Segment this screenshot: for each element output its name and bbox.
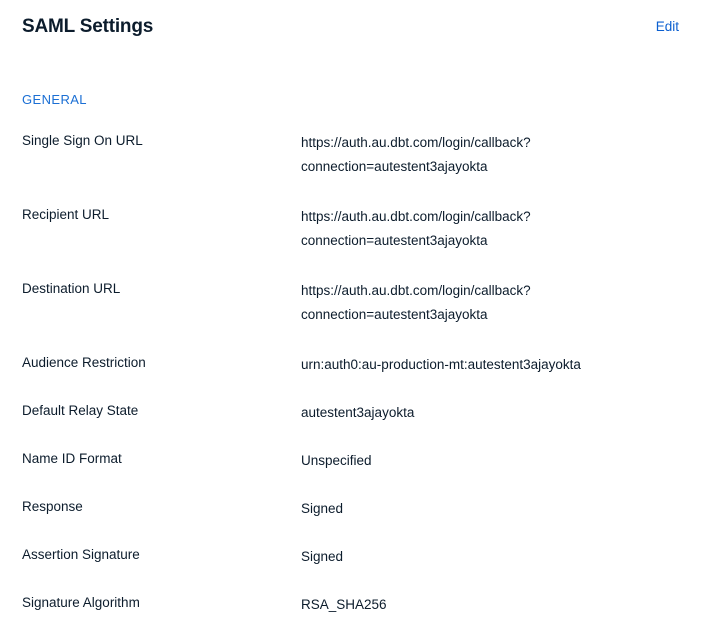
settings-list	[22, 131, 689, 617]
setting-label: Assertion Signature	[22, 547, 140, 562]
setting-label: Default Relay State	[22, 403, 139, 418]
setting-row	[22, 449, 689, 473]
setting-value-line: autestent3ajayokta	[301, 405, 415, 420]
setting-row	[22, 205, 689, 253]
setting-value	[301, 545, 343, 569]
setting-row	[22, 401, 689, 425]
setting-value-line: https://auth.au.dbt.com/login/callback?	[301, 135, 531, 150]
setting-value	[301, 131, 531, 179]
setting-row	[22, 497, 689, 521]
setting-row	[22, 593, 689, 617]
setting-value-line: connection=autestent3ajayokta	[301, 159, 488, 174]
setting-label: Single Sign On URL	[22, 133, 143, 148]
setting-value-line: connection=autestent3ajayokta	[301, 233, 488, 248]
setting-value	[301, 497, 343, 521]
setting-value-line: connection=autestent3ajayokta	[301, 307, 488, 322]
setting-label: Recipient URL	[22, 207, 110, 222]
setting-row	[22, 279, 689, 327]
setting-value-line: https://auth.au.dbt.com/login/callback?	[301, 209, 531, 224]
setting-value-line: Signed	[301, 549, 344, 564]
setting-value-line: urn:auth0:au-production-mt:autestent3ajayokta	[301, 357, 581, 372]
setting-value-line: RSA_SHA256	[301, 597, 387, 612]
page-header	[22, 0, 689, 40]
setting-value	[301, 279, 531, 327]
setting-value-line: Signed	[301, 501, 344, 516]
section-heading-general: GENERAL	[22, 92, 87, 107]
setting-label: Audience Restriction	[22, 355, 146, 370]
edit-button[interactable]: Edit	[655, 19, 679, 34]
page-title: SAML Settings	[22, 16, 154, 37]
setting-label: Signature Algorithm	[22, 595, 140, 610]
setting-value	[301, 401, 414, 425]
setting-value-line: Unspecified	[301, 453, 372, 468]
setting-value	[301, 205, 531, 253]
setting-label: Destination URL	[22, 281, 121, 296]
setting-row	[22, 131, 689, 179]
setting-label: Response	[22, 499, 83, 514]
setting-value-line: https://auth.au.dbt.com/login/callback?	[301, 283, 531, 298]
setting-row	[22, 353, 689, 377]
setting-value	[301, 449, 372, 473]
setting-label: Name ID Format	[22, 451, 122, 466]
setting-value	[301, 593, 387, 617]
setting-row	[22, 545, 689, 569]
setting-value	[301, 353, 581, 377]
